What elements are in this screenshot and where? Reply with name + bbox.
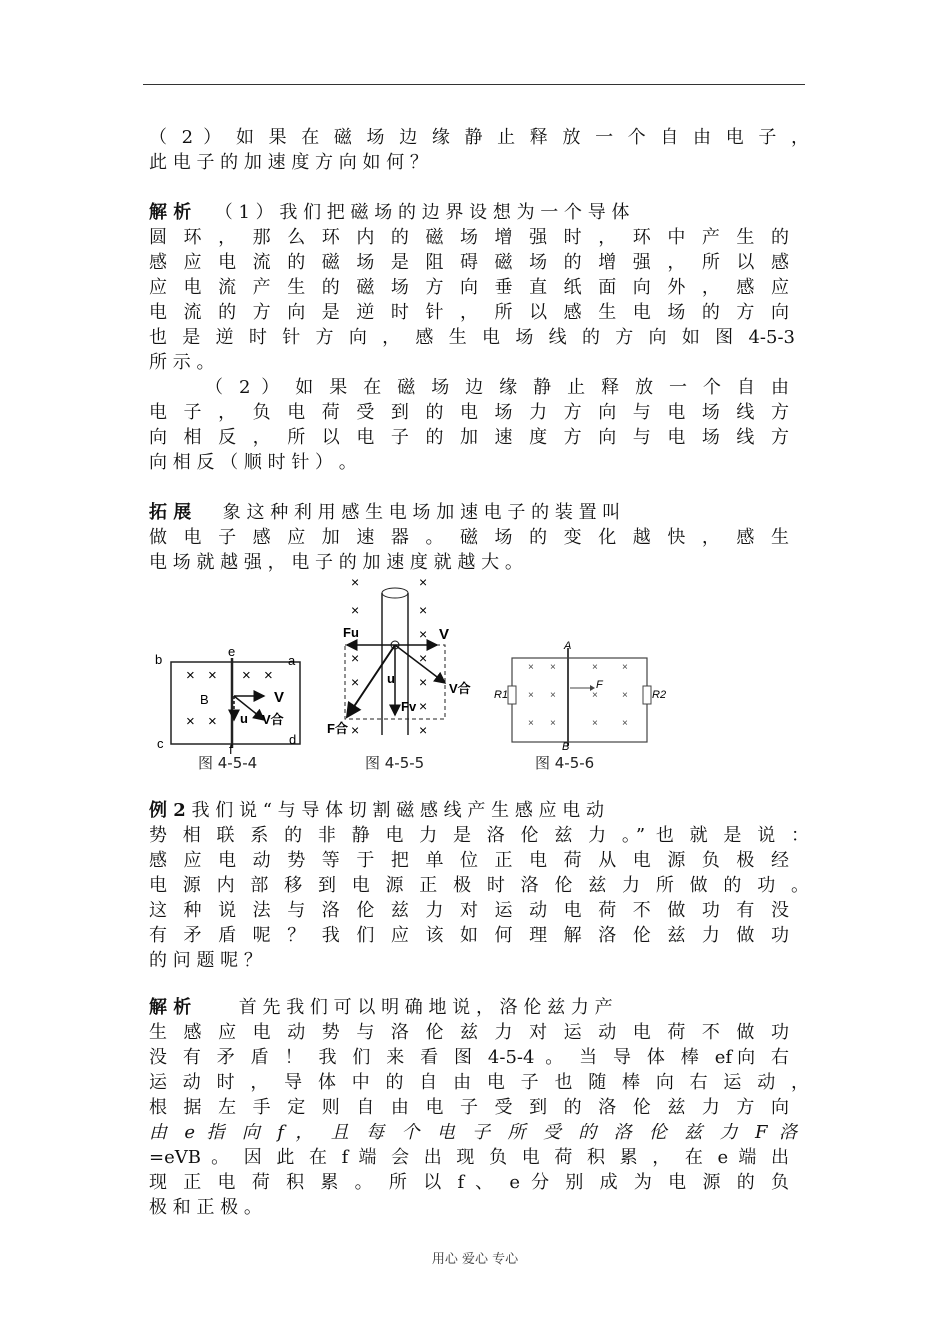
svg-text:×: × bbox=[419, 602, 428, 618]
label-V: V bbox=[274, 689, 285, 706]
analysis-line: （ 2 ） 如 果 在 磁 场 边 缘 静 止 释 放 一 个 自 由 bbox=[205, 377, 789, 398]
analysis-line: 电 子 ， 负 电 荷 受 到 的 电 场 力 方 向 与 电 场 线 方 bbox=[149, 402, 789, 423]
example-line: 这 种 说 法 与 洛 伦 兹 力 对 运 动 电 荷 不 做 功 有 没 bbox=[149, 900, 789, 921]
header-rule bbox=[143, 84, 805, 85]
svg-text:×: × bbox=[351, 574, 360, 590]
example-line bbox=[149, 798, 789, 823]
analysis-line: 向 相 反 （ 顺 时 针 ） 。 bbox=[149, 452, 357, 473]
analysis-label: 解 析 bbox=[149, 997, 192, 1018]
label-Fu: Fu bbox=[343, 625, 359, 640]
svg-text:×: × bbox=[419, 722, 428, 738]
analysis-line: 电 流 的 方 向 是 逆 时 针 ， 所 以 感 生 电 场 的 方 向 bbox=[149, 302, 789, 323]
extension-text: 象 这 种 利 用 感 生 电 场 加 速 电 子 的 装 置 叫 bbox=[222, 502, 621, 523]
analysis-line: 现 正 电 荷 积 累 。 所 以 f 、 e 分 别 成 为 电 源 的 负 bbox=[149, 1172, 789, 1193]
svg-text:×: × bbox=[419, 574, 428, 590]
analysis-text: （ 1 ） 我 们 把 磁 场 的 边 界 设 想 为 一 个 导 体 bbox=[214, 202, 630, 223]
svg-text:×: × bbox=[550, 690, 556, 701]
svg-text:×: × bbox=[419, 650, 428, 666]
svg-text:×: × bbox=[592, 718, 598, 729]
analysis-line: 圆 环 ， 那 么 环 内 的 磁 场 增 强 时 ， 环 中 产 生 的 bbox=[149, 227, 789, 248]
field-crosses bbox=[186, 667, 273, 730]
label-R2: R2 bbox=[652, 689, 667, 701]
label-e: e bbox=[228, 644, 236, 659]
example-line: 感 应 电 动 势 等 于 把 单 位 正 电 荷 从 电 源 负 极 经 bbox=[149, 850, 789, 871]
analysis-line: 也 是 逆 时 针 方 向 ， 感 生 电 场 线 的 方 向 如 图 4-5-3 bbox=[149, 327, 795, 348]
extension-line: 做 电 子 感 应 加 速 器 。 磁 场 的 变 化 越 快 ， 感 生 bbox=[149, 527, 789, 548]
svg-text:×: × bbox=[186, 667, 195, 684]
svg-text:×: × bbox=[208, 667, 217, 684]
label-Vhe: V合 bbox=[449, 681, 471, 696]
extension-line: 电 场 就 越 强 ， 电 子 的 加 速 度 就 越 大 。 bbox=[149, 552, 523, 573]
question-line: （ 2 ） 如 果 在 磁 场 边 缘 静 止 释 放 一 个 自 由 电 子 ， bbox=[149, 127, 809, 148]
analysis-line bbox=[149, 995, 789, 1020]
label-B: B bbox=[562, 741, 570, 753]
label-u: u bbox=[240, 711, 248, 726]
question-line: 此 电 子 的 加 速 度 方 向 如 何 ？ bbox=[149, 152, 428, 173]
analysis-line: 根 据 左 手 定 则 自 由 电 子 受 到 的 洛 伦 兹 力 方 向 bbox=[149, 1097, 789, 1118]
svg-text:×: × bbox=[592, 690, 598, 701]
extension-line bbox=[149, 500, 789, 525]
analysis-line: 极 和 正 极 。 bbox=[149, 1197, 262, 1218]
label-Vhe: V合 bbox=[262, 712, 284, 727]
svg-text:×: × bbox=[592, 662, 598, 673]
analysis-line: 感 应 电 流 的 磁 场 是 阻 碍 磁 场 的 增 强 ， 所 以 感 bbox=[149, 252, 789, 273]
label-V: V bbox=[439, 626, 450, 643]
label-F: F bbox=[596, 679, 603, 691]
svg-text:×: × bbox=[419, 698, 428, 714]
caption-4-5-4: 图 4-5-4 bbox=[198, 754, 258, 772]
svg-text:×: × bbox=[528, 718, 534, 729]
svg-text:×: × bbox=[622, 690, 628, 701]
svg-text:×: × bbox=[351, 674, 360, 690]
label-a: a bbox=[288, 653, 296, 668]
svg-text:×: × bbox=[264, 667, 273, 684]
analysis-line: 运 动 时 ， 导 体 中 的 自 由 电 子 也 随 棒 向 右 运 动 ， bbox=[149, 1072, 809, 1093]
svg-text:×: × bbox=[186, 713, 195, 730]
svg-text:×: × bbox=[351, 602, 360, 618]
example-line: 的 问 题 呢 ？ bbox=[149, 950, 262, 971]
label-d: d bbox=[289, 732, 297, 747]
figure-4-5-6 bbox=[494, 640, 667, 753]
svg-text:×: × bbox=[419, 674, 428, 690]
analysis-line: 生 感 应 电 动 势 与 洛 伦 兹 力 对 运 动 电 荷 不 做 功 bbox=[149, 1022, 789, 1043]
example-line: 势 相 联 系 的 非 静 电 力 是 洛 伦 兹 力 。” 也 就 是 说 ： bbox=[149, 825, 809, 846]
label-Fv: Fv bbox=[401, 699, 417, 714]
field-crosses bbox=[528, 662, 628, 729]
page-footer: 用心 爱心 专心 bbox=[431, 1252, 519, 1267]
svg-text:×: × bbox=[622, 662, 628, 673]
analysis-line bbox=[149, 200, 789, 225]
svg-text:×: × bbox=[208, 713, 217, 730]
extension-label: 拓 展 bbox=[149, 502, 192, 523]
analysis-line: 所 示 。 bbox=[149, 352, 215, 373]
svg-text:×: × bbox=[550, 718, 556, 729]
analysis-line: 由 e 指 向 f ， 且 每 个 电 子 所 受 的 洛 伦 兹 力 F 洛 bbox=[149, 1122, 797, 1143]
label-A: A bbox=[564, 640, 572, 652]
svg-text:×: × bbox=[528, 690, 534, 701]
analysis-line: 应 电 流 产 生 的 磁 场 方 向 垂 直 纸 面 向 外 ， 感 应 bbox=[149, 277, 789, 298]
analysis-label: 解 析 bbox=[149, 202, 192, 223]
label-b: b bbox=[155, 652, 163, 667]
svg-text:×: × bbox=[351, 650, 360, 666]
caption-4-5-6: 图 4-5-6 bbox=[535, 754, 595, 772]
label-Fhe: F合 bbox=[327, 721, 348, 736]
svg-text:×: × bbox=[622, 718, 628, 729]
example-label: 例 2 bbox=[149, 800, 186, 821]
analysis-text: 首 先 我 们 可 以 明 确 地 说 ， 洛 伦 兹 力 产 bbox=[238, 997, 613, 1018]
label-f: f bbox=[229, 742, 233, 757]
svg-text:×: × bbox=[528, 662, 534, 673]
example-line: 电 源 内 部 移 到 电 源 正 极 时 洛 伦 兹 力 所 做 的 功 。 bbox=[149, 875, 809, 896]
label-c: c bbox=[157, 736, 164, 751]
svg-text:×: × bbox=[351, 722, 360, 738]
example-text: 我 们 说 “ 与 导 体 切 割 磁 感 线 产 生 感 应 电 动 bbox=[191, 800, 605, 821]
svg-text:×: × bbox=[419, 626, 428, 642]
label-R1: R1 bbox=[494, 689, 509, 701]
analysis-line: 向 相 反 ， 所 以 电 子 的 加 速 度 方 向 与 电 场 线 方 bbox=[149, 427, 789, 448]
analysis-line: 没 有 矛 盾 ！ 我 们 来 看 图 4-5-4 。 当 导 体 棒 ef向 右 bbox=[149, 1047, 789, 1068]
example-line: 有 矛 盾 呢 ？ 我 们 应 该 如 何 理 解 洛 伦 兹 力 做 功 bbox=[149, 925, 789, 946]
label-B: B bbox=[200, 692, 209, 707]
caption-4-5-5: 图 4-5-5 bbox=[365, 754, 425, 772]
analysis-line: =eVB 。 因 此 在 f 端 会 出 现 负 电 荷 积 累 ， 在 e 端 出 bbox=[149, 1147, 789, 1168]
svg-text:×: × bbox=[242, 667, 251, 684]
figure-4-5-4 bbox=[150, 640, 310, 755]
label-u: u bbox=[387, 671, 395, 686]
figure-4-5-5 bbox=[315, 575, 475, 750]
svg-text:×: × bbox=[550, 662, 556, 673]
